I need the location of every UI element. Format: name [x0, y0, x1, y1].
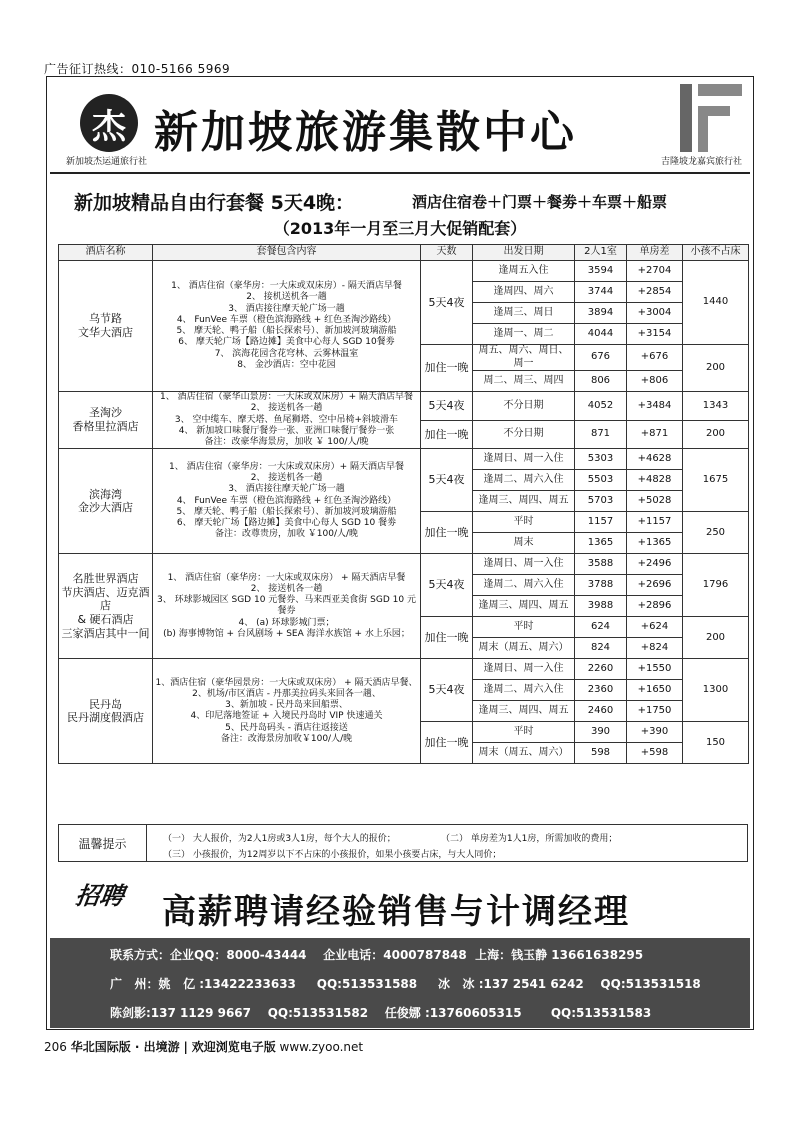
package-subtitle: 酒店住宿卷＋门票＋餐劵＋车票＋船票	[412, 193, 668, 211]
content-line: 6、 摩天轮广场【路边摊】美食中心每人 SGD 10 餐劵	[176, 518, 397, 529]
content-line: 3、新加坡 - 民丹岛来回船票、	[225, 700, 348, 710]
child-no-bed: 1796	[683, 554, 749, 617]
departure-date: 逢周三、周四、周五	[473, 491, 575, 512]
child-no-bed: 200	[683, 420, 749, 449]
brand-mark-icon	[680, 84, 742, 152]
page-footer	[44, 1038, 363, 1055]
price-twin: 4044	[575, 324, 627, 345]
contact-row: 陈剑影:137 1129 9667 QQ:513531582 任俊娜 :13760605315 QQ:513531583	[110, 1006, 652, 1020]
hotel-name-line: 名胜世界酒店	[72, 571, 139, 585]
hotel-name	[59, 554, 153, 659]
single-supplement: +1550	[627, 659, 683, 680]
departure-date: 不分日期	[473, 420, 575, 449]
price-twin: 824	[575, 638, 627, 659]
table-row	[59, 659, 749, 680]
content-line: 6、 摩天轮广场【路边摊】美食中心每人 SGD 10餐劵	[178, 337, 395, 348]
price-twin: 390	[575, 722, 627, 743]
page-number: 206	[44, 1040, 67, 1054]
price-twin: 598	[575, 743, 627, 764]
hotel-name-line: 民丹岛	[89, 697, 122, 711]
hotel-name	[59, 261, 153, 392]
single-supplement: +3154	[627, 324, 683, 345]
hotel-name-line: 香格里拉酒店	[72, 420, 139, 434]
content-line: 5、民丹岛码头 - 酒店往返接送	[225, 722, 348, 733]
package-contents	[153, 392, 421, 449]
col-header: 小孩不占床	[683, 245, 749, 261]
content-line: 备注：改豪华海景房，加收 ￥ 100/人/晚	[204, 437, 369, 447]
footer-slogan: 欢迎浏览电子版	[191, 1040, 276, 1054]
content-line: 3、 酒店接往摩天轮广场一趟	[228, 484, 345, 495]
hotel-name-line: 金沙大酒店	[78, 501, 133, 515]
single-supplement: +1157	[627, 512, 683, 533]
package-contents	[153, 261, 421, 392]
table-row	[59, 261, 749, 282]
promo-period: （2013年一月至三月大促销配套）	[273, 219, 527, 238]
content-line: 1、 酒店住宿（豪华房：一大床或双床房） + 隔天酒店早餐	[167, 572, 406, 583]
price-twin: 3594	[575, 261, 627, 282]
price-twin: 3744	[575, 282, 627, 303]
col-header: 酒店名称	[59, 245, 153, 261]
departure-date: 周末（周五、周六）	[473, 743, 575, 764]
hotel-name-line: 节庆酒店、迈克酒店	[61, 585, 150, 613]
header-divider	[50, 172, 750, 174]
table-body	[59, 261, 749, 764]
package-title: 新加坡精品自由行套餐 5天4晚：	[74, 192, 355, 214]
days-cell: 5天4夜	[421, 659, 473, 722]
price-twin: 5703	[575, 491, 627, 512]
content-line: 1、 酒店住宿（豪华房：一大床或双床房）- 隔天酒店早餐	[171, 281, 402, 291]
col-header: 2人1室	[575, 245, 627, 261]
tips-label: 温馨提示	[59, 825, 147, 861]
table-row	[59, 554, 749, 575]
hotel-name-line: 民丹湖度假酒店	[67, 711, 144, 725]
child-no-bed: 1675	[683, 449, 749, 512]
content-line: 4、印尼落地签证 + 入境民丹岛时 VIP 快速通关	[190, 711, 383, 722]
tip-item: （二） 单房差为1人1房，所需加收的费用；	[441, 834, 618, 844]
single-supplement: +2496	[627, 554, 683, 575]
single-supplement: +5028	[627, 491, 683, 512]
days-cell: 加住一晚	[421, 420, 473, 449]
hotel-name-line: 乌节路	[89, 312, 122, 326]
single-supplement: +806	[627, 371, 683, 392]
col-header: 单房差	[627, 245, 683, 261]
header	[50, 80, 750, 172]
single-supplement: +1650	[627, 680, 683, 701]
hotel-name-line: 文华大酒店	[78, 326, 133, 339]
agency-left: 新加坡杰运通旅行社	[66, 157, 148, 167]
package-contents	[153, 449, 421, 554]
departure-date: 逢周三、周四、周五	[473, 701, 575, 722]
departure-date: 逢周二、周六入住	[473, 575, 575, 596]
content-line: (b) 海事博物馆 + 台风剧场 + SEA 海洋水族馆 + 水上乐园；	[163, 628, 410, 639]
hotel-name	[59, 659, 153, 764]
single-supplement: +2854	[627, 282, 683, 303]
price-twin: 4052	[575, 392, 627, 421]
content-line: 3、 酒店接往摩天轮广场一趟	[228, 303, 345, 314]
content-line: 8、 金沙酒店：空中花园	[237, 359, 336, 370]
single-supplement: +1365	[627, 533, 683, 554]
content-line: 3、 空中缆车、摩天塔、鱼尾狮塔、空中吊椅+斜坡滑车	[174, 414, 399, 425]
child-no-bed: 200	[683, 617, 749, 659]
price-twin: 2260	[575, 659, 627, 680]
departure-date: 周五、周六、周日、周一	[473, 345, 575, 371]
single-supplement: +390	[627, 722, 683, 743]
single-supplement: +1750	[627, 701, 683, 722]
content-line: 1、酒店住宿（豪华园景房：一大床或双床房） + 隔天酒店早餐、	[155, 677, 418, 688]
content-line: 备注：改海景房加收￥100/人/晚	[220, 733, 353, 744]
departure-date: 逢周日、周一入住	[473, 554, 575, 575]
contact-row: 联系方式：企业QQ：8000-43444 企业电话：4000787848 上海：钱玉静 13661638295	[110, 948, 644, 962]
content-line: 2、 接机送机各一趟	[246, 292, 327, 303]
package-contents	[153, 554, 421, 659]
price-twin: 3894	[575, 303, 627, 324]
child-no-bed: 1300	[683, 659, 749, 722]
content-line: 2、 接送机各一趟	[250, 473, 323, 484]
col-header: 出发日期	[473, 245, 575, 261]
hotel-name	[59, 392, 153, 449]
content-line: 1、 酒店住宿（豪华房：一大床或双床房）+ 隔天酒店早餐	[169, 461, 404, 472]
footer-section: 华北国际版 · 出境游	[70, 1040, 180, 1054]
price-twin: 5503	[575, 470, 627, 491]
price-twin: 871	[575, 420, 627, 449]
table-row	[59, 449, 749, 470]
ad-hotline: 广告征订热线：010-5166 5969	[44, 62, 231, 76]
single-supplement: +2704	[627, 261, 683, 282]
content-line: 2、 接送机各一趟	[250, 403, 323, 414]
content-line: 4、 新加坡口味餐厅餐券一张、亚洲口味餐厅餐券一张	[178, 425, 395, 436]
days-cell: 5天4夜	[421, 449, 473, 512]
recruit-headline: 高薪聘请经验销售与计调经理	[162, 892, 630, 932]
departure-date: 周二、周三、周四	[473, 371, 575, 392]
agency-right: 吉隆坡龙嘉宾旅行社	[660, 157, 742, 167]
departure-date: 平时	[473, 617, 575, 638]
single-supplement: +2896	[627, 596, 683, 617]
single-supplement: +4828	[627, 470, 683, 491]
hotel-name-line: 三家酒店其中一间	[61, 626, 150, 640]
days-cell: 加住一晚	[421, 722, 473, 764]
table-row	[59, 392, 749, 421]
hotel-name-line: & 硬石酒店	[77, 613, 134, 627]
single-supplement: +3004	[627, 303, 683, 324]
single-supplement: +676	[627, 345, 683, 371]
hotel-name-line: 圣淘沙	[89, 406, 122, 420]
content-line: 4、 FunVee 车票（橙色滨海路线 + 红色圣淘沙路线）	[176, 495, 397, 506]
price-twin: 1157	[575, 512, 627, 533]
content-line: 3、 环球影城园区 SGD 10 元餐券、马来西亚美食街 SGD 10 元餐券	[157, 595, 416, 617]
single-supplement: +3484	[627, 392, 683, 421]
price-twin: 2360	[575, 680, 627, 701]
contact-row: 广 州：姚 亿 :13422233633 QQ:513531588 冰 冰 :137 2541 6242 QQ:513531518	[110, 977, 701, 991]
content-line: 5、 摩天轮、鸭子船（船长探索号）、新加坡河玻璃游船	[176, 506, 397, 517]
departure-date: 逢周二、周六入住	[473, 680, 575, 701]
single-supplement: +4628	[627, 449, 683, 470]
hotel-name	[59, 449, 153, 554]
child-no-bed: 250	[683, 512, 749, 554]
price-twin: 3788	[575, 575, 627, 596]
content-line: 2、机场/市区酒店 - 丹那美拉码头来回各一趟、	[192, 688, 381, 699]
departure-date: 周末	[473, 533, 575, 554]
days-cell: 加住一晚	[421, 345, 473, 392]
departure-date: 不分日期	[473, 392, 575, 421]
single-supplement: +871	[627, 420, 683, 449]
tip-item: （一） 大人报价，为2人1房或3人1房，每个大人的报价；	[163, 834, 396, 844]
price-table	[58, 244, 749, 764]
departure-date: 逢周二、周六入住	[473, 470, 575, 491]
contact-panel	[50, 938, 750, 1028]
single-supplement: +624	[627, 617, 683, 638]
footer-url[interactable]: www.zyoo.net	[279, 1040, 364, 1054]
hotel-name-line: 滨海湾	[89, 487, 122, 501]
single-supplement: +598	[627, 743, 683, 764]
recruit-tag: 招聘	[73, 881, 126, 910]
price-twin: 676	[575, 345, 627, 371]
days-cell: 加住一晚	[421, 617, 473, 659]
content-line: 4、 FunVee 车票（橙色滨海路线 + 红色圣淘沙路线）	[176, 314, 397, 325]
child-no-bed: 1343	[683, 392, 749, 421]
package-contents	[153, 659, 421, 764]
price-twin: 3588	[575, 554, 627, 575]
days-cell: 5天4夜	[421, 554, 473, 617]
footer-separator: |	[183, 1040, 188, 1054]
logo-icon: 杰	[80, 94, 138, 152]
child-no-bed: 150	[683, 722, 749, 764]
price-twin: 1365	[575, 533, 627, 554]
departure-date: 逢周三、周四、周五	[473, 596, 575, 617]
col-header: 天数	[421, 245, 473, 261]
brand-title: 新加坡旅游集散中心	[154, 107, 577, 158]
price-twin: 3988	[575, 596, 627, 617]
child-no-bed: 1440	[683, 261, 749, 345]
departure-date: 逢周五入住	[473, 261, 575, 282]
content-line: 5、 摩天轮、鸭子船（船长探索号）、新加坡河玻璃游船	[176, 326, 397, 336]
child-no-bed: 200	[683, 345, 749, 392]
departure-date: 逢周日、周一入住	[473, 449, 575, 470]
days-cell: 5天4夜	[421, 261, 473, 345]
content-line: 备注：改尊贵房，加收 ￥100/人/晚	[214, 529, 359, 540]
days-cell: 加住一晚	[421, 512, 473, 554]
content-line: 1、 酒店住宿（豪华山景房：一大床或双床房）+ 隔天酒店早餐	[160, 392, 413, 402]
price-twin: 5303	[575, 449, 627, 470]
departure-date: 逢周四、周六	[473, 282, 575, 303]
departure-date: 平时	[473, 512, 575, 533]
departure-date: 周末（周五、周六）	[473, 638, 575, 659]
table-header-row	[59, 245, 749, 261]
departure-date: 逢周三、周日	[473, 303, 575, 324]
tip-item: （三） 小孩报价，为12周岁以下不占床的小孩报价，如果小孩要占床，与大人同价；	[163, 850, 502, 860]
days-cell: 5天4夜	[421, 392, 473, 421]
content-line: 2、 接送机各一趟	[250, 583, 323, 594]
content-line: 4、 (a) 环球影城门票；	[238, 617, 335, 628]
price-twin: 806	[575, 371, 627, 392]
departure-date: 逢周日、周一入住	[473, 659, 575, 680]
price-twin: 2460	[575, 701, 627, 722]
content-line: 7、 滨海花园含花穹林、云雾林温室	[214, 348, 359, 359]
departure-date: 平时	[473, 722, 575, 743]
single-supplement: +2696	[627, 575, 683, 596]
departure-date: 逢周一、周二	[473, 324, 575, 345]
price-twin: 624	[575, 617, 627, 638]
tips-box	[58, 824, 748, 862]
single-supplement: +824	[627, 638, 683, 659]
col-header: 套餐包含内容	[153, 245, 421, 261]
